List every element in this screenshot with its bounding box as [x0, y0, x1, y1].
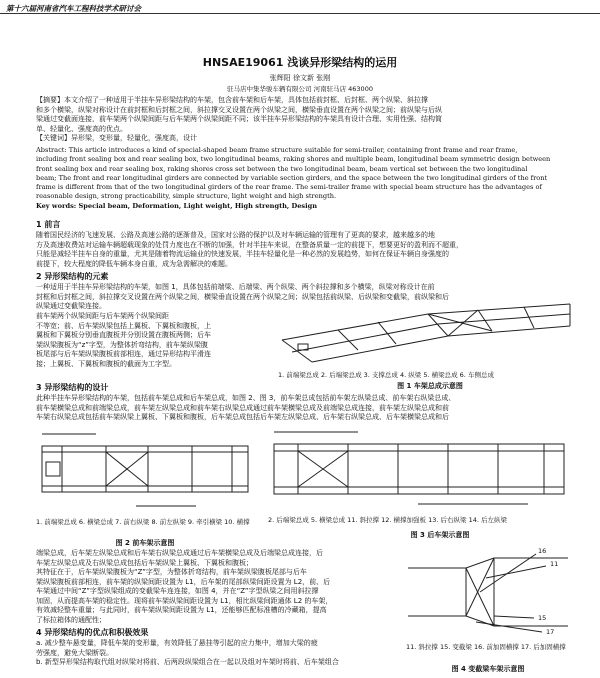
body-line: 有效减轻整车重量；与此同时，前车架纵梁间距设置为 L1，还能够匹配标准槽的冷藏箱，提高	[36, 606, 327, 614]
section-4-heading: 4 异形梁结构的优点和积极效果	[36, 628, 149, 637]
section-2-heading: 2 异形梁结构的元素	[36, 272, 109, 281]
abstract-en-line: including front sealing box and rear sealing box, two longitudinal beams, raking shores and multiple beam, longitudinal beam symmetric design between	[36, 155, 551, 164]
section-4-body	[36, 639, 398, 668]
abstract-en-line: front sealing box and rear sealing box, raking shores cross set between the two longitudinal beam, beam vertical set between the two longitudinal	[36, 164, 528, 173]
keywords-en: Key words: Special beam, Deformation, Light weight, High strength, Design	[36, 201, 318, 210]
body-line: 随着国民经济的飞速发展、公路及高速公路的逐渐普及，国家对公路的保护以及对车辆运输的管理有了更高的要求，越来越多的地	[36, 231, 435, 239]
paper-title: HNSAE19061 浅谈异形梁结构的运用	[202, 56, 398, 69]
abstract-cn-line: 梁通过变截面连接，前车架两个纵梁间距与后车架两个纵梁间距不同；该半挂车异形梁结构的车架具有设计合理、实用性强、结构简	[36, 115, 442, 123]
body-line: 翼板和下翼板分别垂直腹板并分别设置在腹板两侧；后车	[36, 331, 211, 339]
abstract-cn-line: 【摘要】本文介绍了一种适用于半挂车异形梁结构的车架，包含前车架和后车架，具体包括前封框、后封框、两个纵梁、斜拉撑	[36, 96, 428, 104]
abstract-en-line: beam; The front and rear longitudinal girders are connected by variable section girders, and the space between the two longitudinal girders of the front	[36, 173, 548, 182]
figure-1-labels: 1. 前端梁总成 2. 后端梁总成 3. 支撑总成 4. 纵梁 5. 横梁总成 6. 车侧总成	[278, 371, 494, 379]
body-line: 劳强度，避免大梁断裂。	[36, 648, 113, 657]
authors: 张辉阳 徐文新 张刚	[269, 74, 331, 82]
fig2-outline	[42, 446, 248, 492]
section-3-body	[36, 394, 570, 423]
abstract-cn	[36, 96, 570, 144]
keywords-cn: 【关键词】异形梁，变形量，轻量化，强度高，设计	[36, 134, 197, 142]
abstract-en-line: frame is different from that of the two longitudinal girders of the rear frame. The semi-trailer frame with special beam structure has the advantages of	[36, 183, 542, 192]
figure-4-caption: 图 4 变截梁车架示意图	[451, 665, 525, 673]
fig4-leader-15	[494, 616, 534, 618]
figure-3-caption: 图 3 后车架示意图	[410, 531, 470, 539]
body-line: 加固，从而提高车架的稳定性。现将前车架纵梁间距设置为 L1，相比纵梁间距通体 L2 的车架，	[36, 596, 333, 605]
abstract-en-line: reasonable design, strong practicability, simple structure, light weight and high strength.	[36, 192, 337, 201]
figure-2-front-frame	[36, 424, 254, 514]
fig4-callout-16: 16	[538, 547, 547, 555]
body-line: 前车架两个纵梁间距与后车架两个纵梁间距	[36, 312, 169, 320]
section-3-continued	[36, 549, 398, 625]
header-rule	[0, 13, 600, 14]
body-line: 只能是减轻半挂车自身的重量，尤其是随着物流运输业的快速发展，半挂车轻量化是一种必然的发展趋势，如何在保证车辆自身强度的	[36, 250, 449, 258]
fig1-rail-left	[282, 304, 570, 340]
section-2-body-left	[36, 312, 268, 369]
running-header: 第十六届河南省汽车工程科技学术研讨会	[6, 4, 141, 13]
body-line: 不等宽；前、后车架纵梁包括上翼板、下翼板和腹板，上	[36, 321, 211, 330]
body-line: 板尾部与后车架纵梁腹板前部相连，通过异形结构平滑连	[36, 350, 211, 358]
fig2-kingpin	[46, 462, 60, 476]
figure-3-rear-frame	[268, 424, 570, 512]
body-line: 了标拉箱体的通配性；	[36, 615, 106, 624]
fig1-rail-left-lower	[292, 314, 570, 352]
figure-2-labels: 1. 前端梁总成 6. 横梁总成 7. 前右纵梁 8. 前左纵梁 9. 牵引横梁 10. 横撑	[36, 518, 250, 526]
fig4-leader-17	[476, 622, 542, 632]
body-line: 一种适用于半挂车异形梁结构的车架，如图 1，具体包括前端梁、后端梁、两个纵梁、两个斜拉撑和多个横梁，纵梁对称设计在前	[36, 283, 435, 291]
figure-4-labels: 11. 斜拉撑 15. 变截梁 16. 前加固横撑 17. 后加固横撑	[406, 643, 566, 651]
abstract-cn-line: 单、轻量化、强度高的优点。	[36, 124, 127, 133]
body-line: b. 新型异形梁结构取代组对纵梁对将前、后两段纵梁组合在一起以及组对车架时将前、后车架组合	[36, 658, 339, 666]
body-line: 此种半挂车异形梁结构的车架，包括前车架总成和后车架总成，如图 2、图 3，前车架总成包括前车架左纵梁总成、前车架右纵梁总成、	[36, 394, 456, 402]
body-line: 纵梁通过变截梁连接。	[36, 302, 106, 310]
body-line: 接；上翼板、下翼板和腹板的截面为工字型。	[36, 359, 176, 368]
body-line: 封框和后封框之间，斜拉撑交叉设置在两个纵梁之间，横梁垂直设置在两个纵梁之间；纵梁包括前纵梁、后纵梁和变截梁，前纵梁和后	[36, 292, 449, 301]
section-3-heading: 3 异形梁结构的设计	[36, 383, 109, 392]
body-line: a. 减少整车悬变量，降低车架的变形量，有效降低了悬挂等引起的应力集中，增加大梁的疲	[36, 639, 318, 647]
figure-3-labels: 2. 后端梁总成 5. 横梁总成 11. 斜拉撑 12. 横撑加强板 13. 后右纵梁 14. 后左纵梁	[268, 516, 507, 524]
body-line: 前提下，较大程度的降低车辆本身自重，成为急需解决的难题。	[36, 259, 232, 268]
body-line: 方及高速收费站对运输车辆超载现象的处罚力度也在不断的加强，针对半挂车来说，在整备质量一定的前提下，想要更好的盈利而不超重，	[36, 240, 463, 249]
section-1-heading: 1 前言	[36, 220, 61, 229]
abstract-cn-line: 和多个横梁，纵梁对称设计在前封框和后封框之间，斜拉撑交叉设置在两个纵梁之间，横梁垂直设置在两个纵梁之间；前纵梁与后纵	[36, 105, 442, 114]
body-line: 架纵梁腹板为“z”字型，为整体折弯结构，前车架纵梁腹	[36, 340, 208, 349]
body-line: 端梁总成，后车架左纵梁总成和后车架右纵梁总成通过后车架横梁总成及后端梁总成连接，后	[36, 549, 323, 557]
fig1-rail-right	[312, 326, 570, 362]
fig1-front-end	[282, 340, 312, 362]
body-line: 架纵梁腹板前部相连，前车架的纵梁间距设置为 L1，后车架的尾部纵梁间距设置为 L2，前、后	[36, 577, 331, 586]
body-line: 车架右纵梁总成包括前车架纵梁上翼板、下翼板和腹板，后车架总成包括后车架左纵梁总成、后车架右纵梁总成、后车架横梁总成和后	[36, 413, 449, 421]
abstract-en	[36, 146, 570, 211]
figure-4-variable-section-beam	[406, 546, 570, 638]
figure-1-frame-drawing	[278, 300, 574, 368]
body-line: 其特征在于，后车架纵梁腹板为“Z”字型，为整体折弯结构，前车架纵梁腹板尾部与后车	[36, 568, 307, 576]
body-line: 车架通过中间“Z”字型纵梁组成的变截梁车连连接，如图 4，并在“Z”字型纵梁之间用斜拉撑	[36, 587, 319, 595]
body-line: 前车架横梁总成和前端梁总成，前车架左纵梁总成和前车架右纵梁总成通过前车架横梁总成及前端梁总成连接，前车架左纵梁总成和前	[36, 403, 449, 412]
figure-2-caption: 图 2 前车架示意图	[115, 539, 175, 547]
fig4-callout-11: 11	[550, 560, 559, 568]
fig4-callout-17: 17	[546, 628, 555, 636]
affiliation: 驻马店中集华骏车辆有限公司 河南驻马店 463000	[227, 85, 373, 93]
fig4-callout-15: 15	[538, 614, 547, 622]
abstract-en-line: Abstract: This article introduces a kind of special-shaped beam frame structure suitable for semi-trailer, containing front frame and rear frame,	[36, 146, 518, 154]
body-line: 车架左纵梁总成及右纵梁总成包括后车架纵梁上翼板、下翼板和腹板；	[36, 558, 253, 567]
figure-1-caption: 图 1 车架总成示意图	[397, 382, 463, 390]
section-1-body	[36, 231, 570, 269]
